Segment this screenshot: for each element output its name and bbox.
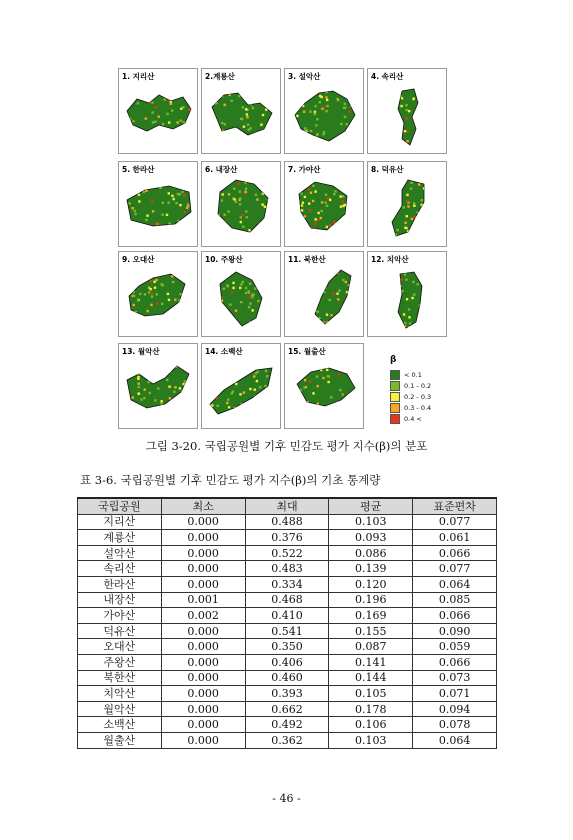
stat-cell: 0.144 (329, 670, 413, 686)
table-row (78, 654, 497, 670)
stat-cell: 0.087 (329, 639, 413, 655)
column-header: 국립공원 (78, 498, 162, 514)
stat-cell: 0.000 (161, 530, 245, 546)
legend-item (390, 369, 470, 380)
stat-cell: 0.141 (329, 654, 413, 670)
park-name-cell: 속리산 (78, 561, 162, 577)
table-row (78, 545, 497, 561)
stat-cell: 0.406 (245, 654, 329, 670)
map-panel (201, 161, 281, 247)
map-label: 9. 오대산 (122, 255, 155, 264)
park-name-cell: 월출산 (78, 732, 162, 748)
legend-swatch (390, 381, 400, 391)
map-label: 1. 지리산 (122, 72, 155, 81)
legend-swatch (390, 392, 400, 402)
map-panel (118, 251, 198, 337)
park-boundary (315, 270, 351, 324)
map-panel (201, 343, 281, 429)
table-row (78, 717, 497, 733)
stat-cell: 0.522 (245, 545, 329, 561)
park-boundary (127, 366, 189, 408)
stat-cell: 0.071 (413, 686, 497, 702)
stat-cell: 0.139 (329, 561, 413, 577)
stat-cell: 0.483 (245, 561, 329, 577)
stat-cell: 0.093 (329, 530, 413, 546)
stat-cell: 0.000 (161, 623, 245, 639)
map-panel (201, 68, 281, 154)
stat-cell: 0.000 (161, 561, 245, 577)
stat-cell: 0.103 (329, 732, 413, 748)
legend-label: 0.3 - 0.4 (404, 403, 432, 412)
column-header: 최소 (161, 498, 245, 514)
legend-swatch (390, 414, 400, 424)
figure-caption: 그림 3-20. 국립공원별 기후 민감도 평가 지수(β)의 분포 (145, 439, 428, 453)
map-panel (118, 343, 198, 429)
table-header-row (78, 498, 497, 514)
stat-cell: 0.066 (413, 654, 497, 670)
park-name-cell: 북한산 (78, 670, 162, 686)
map-panel (284, 161, 364, 247)
stat-cell: 0.001 (161, 592, 245, 608)
stat-cell: 0.066 (413, 608, 497, 624)
stat-cell: 0.155 (329, 623, 413, 639)
map-label: 15. 월출산 (288, 347, 326, 356)
stat-cell: 0.393 (245, 686, 329, 702)
beta-legend (390, 355, 470, 424)
map-panel (367, 68, 447, 154)
legend-item (390, 402, 470, 413)
stat-cell: 0.073 (413, 670, 497, 686)
stats-table (77, 497, 497, 749)
legend-label: 0.1 - 0.2 (404, 381, 432, 390)
stat-cell: 0.334 (245, 576, 329, 592)
legend-title: β (390, 355, 397, 365)
map-panel (284, 251, 364, 337)
park-name-cell: 치악산 (78, 686, 162, 702)
legend-label: < 0.1 (404, 370, 422, 379)
column-header: 표준편차 (413, 498, 497, 514)
park-name-cell: 주왕산 (78, 654, 162, 670)
table-title: 표 3-6. 국립공원별 기후 민감도 평가 지수(β)의 기초 통계량 (80, 473, 381, 487)
map-label: 4. 속리산 (371, 72, 404, 81)
park-name-cell: 내장산 (78, 592, 162, 608)
park-name-cell: 가야산 (78, 608, 162, 624)
park-boundary (299, 182, 347, 230)
stat-cell: 0.077 (413, 561, 497, 577)
stat-cell: 0.000 (161, 717, 245, 733)
table-row (78, 592, 497, 608)
stat-cell: 0.106 (329, 717, 413, 733)
table-row (78, 639, 497, 655)
map-label: 13. 월악산 (122, 347, 160, 356)
table-row (78, 732, 497, 748)
stat-cell: 0.000 (161, 654, 245, 670)
stat-cell: 0.662 (245, 701, 329, 717)
stat-cell: 0.350 (245, 639, 329, 655)
park-name-cell: 오대산 (78, 639, 162, 655)
map-label: 6. 내장산 (205, 165, 238, 174)
legend-item (390, 413, 470, 424)
stat-cell: 0.460 (245, 670, 329, 686)
stat-cell: 0.086 (329, 545, 413, 561)
table-row (78, 623, 497, 639)
stat-cell: 0.169 (329, 608, 413, 624)
stat-cell: 0.094 (413, 701, 497, 717)
stat-cell: 0.059 (413, 639, 497, 655)
legend-label: 0.4 < (404, 414, 422, 423)
stat-cell: 0.002 (161, 608, 245, 624)
stat-cell: 0.376 (245, 530, 329, 546)
map-label: 3. 설악산 (288, 72, 321, 81)
map-label: 8. 덕유산 (371, 165, 404, 174)
park-boundary (218, 180, 268, 232)
column-header: 평균 (329, 498, 413, 514)
map-label: 12. 치악산 (371, 255, 409, 264)
legend-label: 0.2 - 0.3 (404, 392, 432, 401)
stat-cell: 0.064 (413, 576, 497, 592)
map-panel (118, 68, 198, 154)
park-name-cell: 계룡산 (78, 530, 162, 546)
table-row (78, 608, 497, 624)
park-name-cell: 한라산 (78, 576, 162, 592)
stat-cell: 0.000 (161, 545, 245, 561)
table-row (78, 686, 497, 702)
stat-cell: 0.541 (245, 623, 329, 639)
park-boundary (392, 180, 424, 236)
page-number: - 46 - (272, 792, 301, 805)
stat-cell: 0.078 (413, 717, 497, 733)
park-boundary (210, 368, 272, 414)
stat-cell: 0.000 (161, 670, 245, 686)
stat-cell: 0.066 (413, 545, 497, 561)
park-boundary (127, 95, 191, 131)
stat-cell: 0.000 (161, 686, 245, 702)
table-row (78, 576, 497, 592)
stat-cell: 0.410 (245, 608, 329, 624)
map-label: 14. 소백산 (205, 347, 243, 356)
table-row (78, 514, 497, 530)
legend-item (390, 380, 470, 391)
stat-cell: 0.000 (161, 576, 245, 592)
column-header: 최대 (245, 498, 329, 514)
stat-cell: 0.468 (245, 592, 329, 608)
map-label: 2.계룡산 (205, 72, 235, 81)
legend-swatch (390, 370, 400, 380)
stat-cell: 0.077 (413, 514, 497, 530)
table-row (78, 701, 497, 717)
stat-cell: 0.488 (245, 514, 329, 530)
park-boundary (220, 272, 262, 326)
stat-cell: 0.196 (329, 592, 413, 608)
stat-cell: 0.120 (329, 576, 413, 592)
table-row (78, 561, 497, 577)
map-panel (201, 251, 281, 337)
stat-cell: 0.061 (413, 530, 497, 546)
stat-cell: 0.492 (245, 717, 329, 733)
map-label: 7. 가야산 (288, 165, 321, 174)
table-row (78, 530, 497, 546)
map-panel (284, 343, 364, 429)
map-panel (284, 68, 364, 154)
park-name-cell: 덕유산 (78, 623, 162, 639)
map-label: 10. 주왕산 (205, 255, 243, 264)
park-name-cell: 소백산 (78, 717, 162, 733)
stat-cell: 0.103 (329, 514, 413, 530)
stat-cell: 0.064 (413, 732, 497, 748)
stat-cell: 0.000 (161, 639, 245, 655)
table-row (78, 670, 497, 686)
stat-cell: 0.362 (245, 732, 329, 748)
stat-cell: 0.000 (161, 514, 245, 530)
map-label: 5. 한라산 (122, 165, 155, 174)
stat-cell: 0.000 (161, 701, 245, 717)
map-panel (367, 161, 447, 247)
map-panel (118, 161, 198, 247)
stat-cell: 0.090 (413, 623, 497, 639)
map-panel (367, 251, 447, 337)
stat-cell: 0.105 (329, 686, 413, 702)
park-name-cell: 설악산 (78, 545, 162, 561)
map-label: 11. 북한산 (288, 255, 326, 264)
legend-swatch (390, 403, 400, 413)
stat-cell: 0.178 (329, 701, 413, 717)
park-name-cell: 지리산 (78, 514, 162, 530)
stat-cell: 0.000 (161, 732, 245, 748)
stat-cell: 0.085 (413, 592, 497, 608)
legend-item (390, 391, 470, 402)
park-name-cell: 월악산 (78, 701, 162, 717)
